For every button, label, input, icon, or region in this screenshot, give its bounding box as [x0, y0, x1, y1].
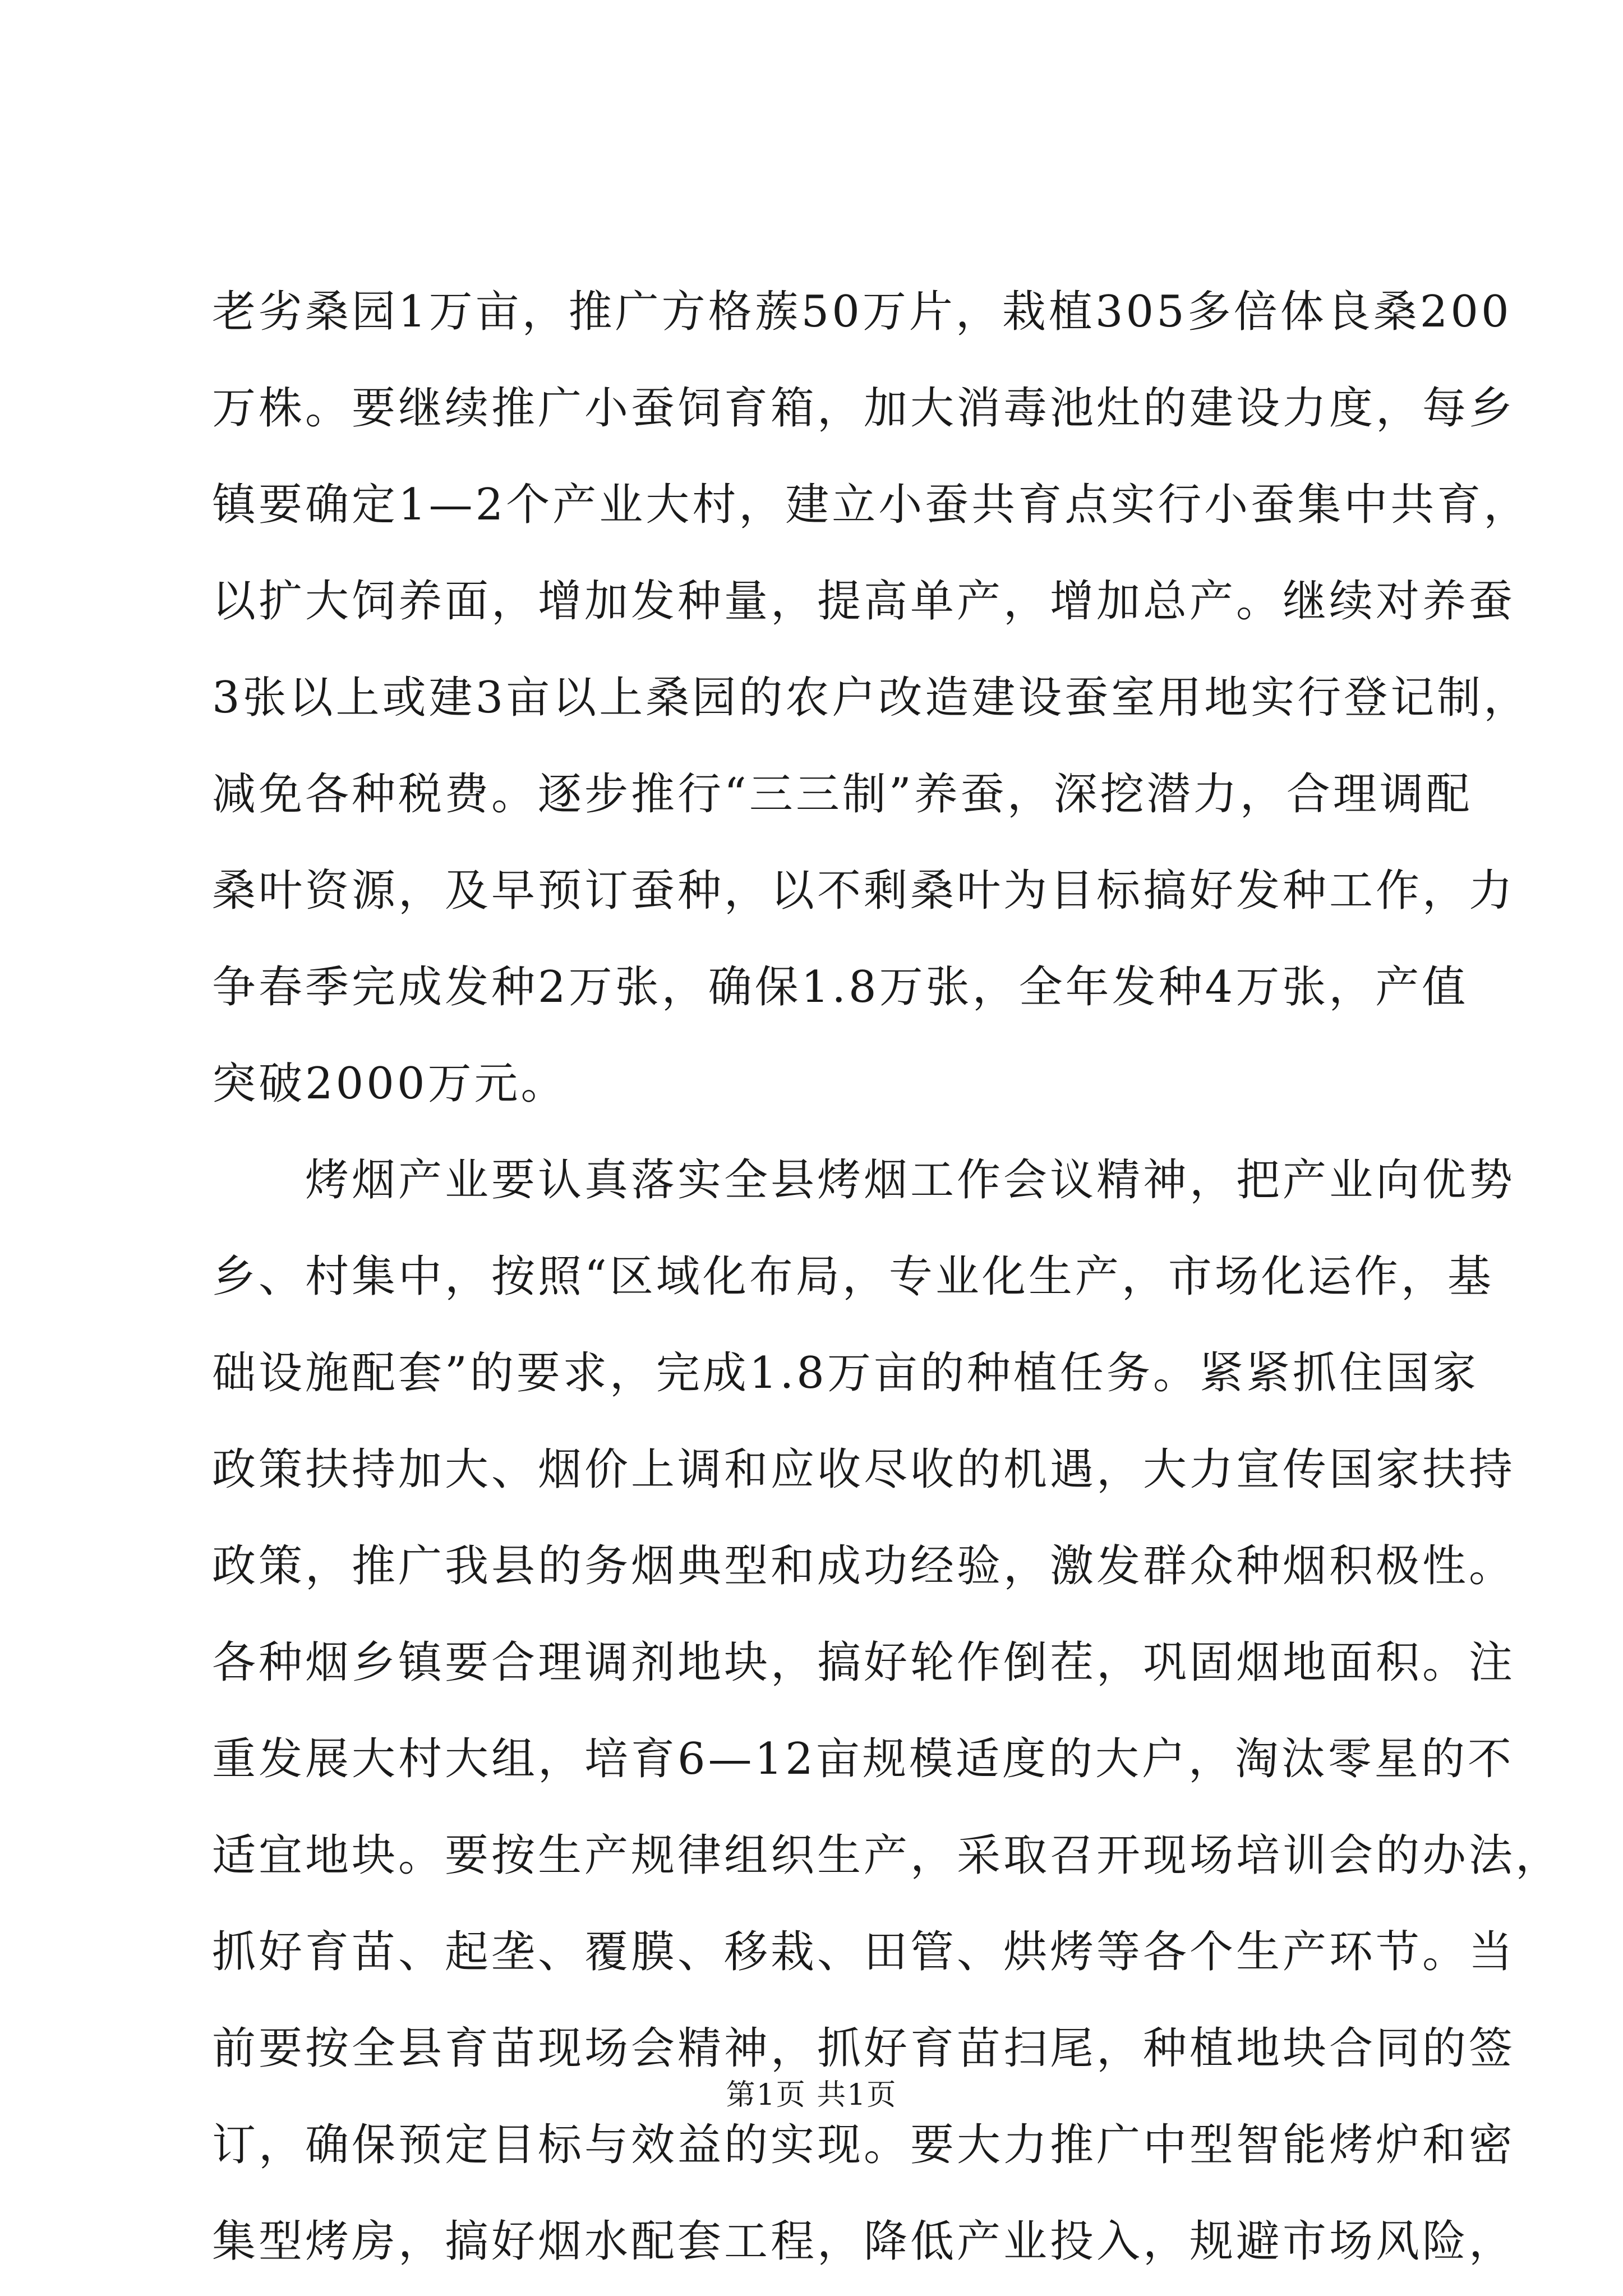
text-line: 万株。要继续推广小蚕饲育箱，加大消毒池灶的建设力度，每乡 [212, 383, 1516, 434]
text-line: 桑叶资源，及早预订蚕种，以不剩桑叶为目标搞好发种工作，力 [212, 866, 1516, 916]
text-line: 各种烟乡镇要合理调剂地块，搞好轮作倒茬，巩固烟地面积。注 [212, 1637, 1516, 1688]
paragraph-2 [212, 1132, 1562, 2290]
text-line: 烤烟产业要认真落实全县烤烟工作会议精神，把产业向优势 [305, 1155, 1516, 1205]
text-line: 乡、村集中，按照“区域化布局，专业化生产，市场化运作，基 [212, 1251, 1494, 1302]
text-line: 3张以上或建3亩以上桑园的农户改造建设蚕室用地实行登记制， [212, 673, 1530, 723]
text-line: 适宜地块。要按生产规律组织生产，采取召开现场培训会的办法， [212, 1830, 1562, 1881]
paragraph-1 [212, 264, 1530, 1132]
text-line: 抓好育苗、起垄、覆膜、移栽、田管、烘烤等各个生产环节。当 [212, 1927, 1516, 1977]
text-line: 争春季完成发种2万张，确保1.8万张，全年发种4万张，产值 [212, 962, 1469, 1013]
text-line: 政策扶持加大、烟价上调和应收尽收的机遇，大力宣传国家扶持 [212, 1444, 1516, 1495]
text-line: 础设施配套”的要求，完成1.8万亩的种植任务。紧紧抓住国家 [212, 1348, 1479, 1398]
text-line: 以扩大饲养面，增加发种量，提高单产，增加总产。继续对养蚕 [212, 576, 1516, 627]
document-body [212, 264, 1562, 2290]
text-line: 订，确保预定目标与效益的实现。要大力推广中型智能烤炉和密 [212, 2120, 1516, 2170]
text-line: 前要按全县育苗现场会精神，抓好育苗扫尾，种植地块合同的签 [212, 2023, 1516, 2074]
text-line: 镇要确定1—2个产业大村，建立小蚕共育点实行小蚕集中共育， [212, 480, 1530, 530]
text-line: 政策，推广我县的务烟典型和成功经验，激发群众种烟积极性。 [212, 1541, 1516, 1591]
text-line: 集型烤房，搞好烟水配套工程，降低产业投入，规避市场风险， [212, 2216, 1516, 2267]
text-line: 重发展大村大组，培育6—12亩规模适度的大户，淘汰零星的不 [212, 1734, 1514, 1784]
text-line: 老劣桑园1万亩，推广方格蔟50万片，栽植305多倍体良桑200 [212, 287, 1512, 337]
text-line: 突破2000万元。 [212, 1059, 568, 1109]
text-line: 减免各种税费。逐步推行“三三制”养蚕，深挖潜力，合理调配 [212, 769, 1473, 820]
page-footer: 第1页 共1页 [726, 2078, 897, 2112]
